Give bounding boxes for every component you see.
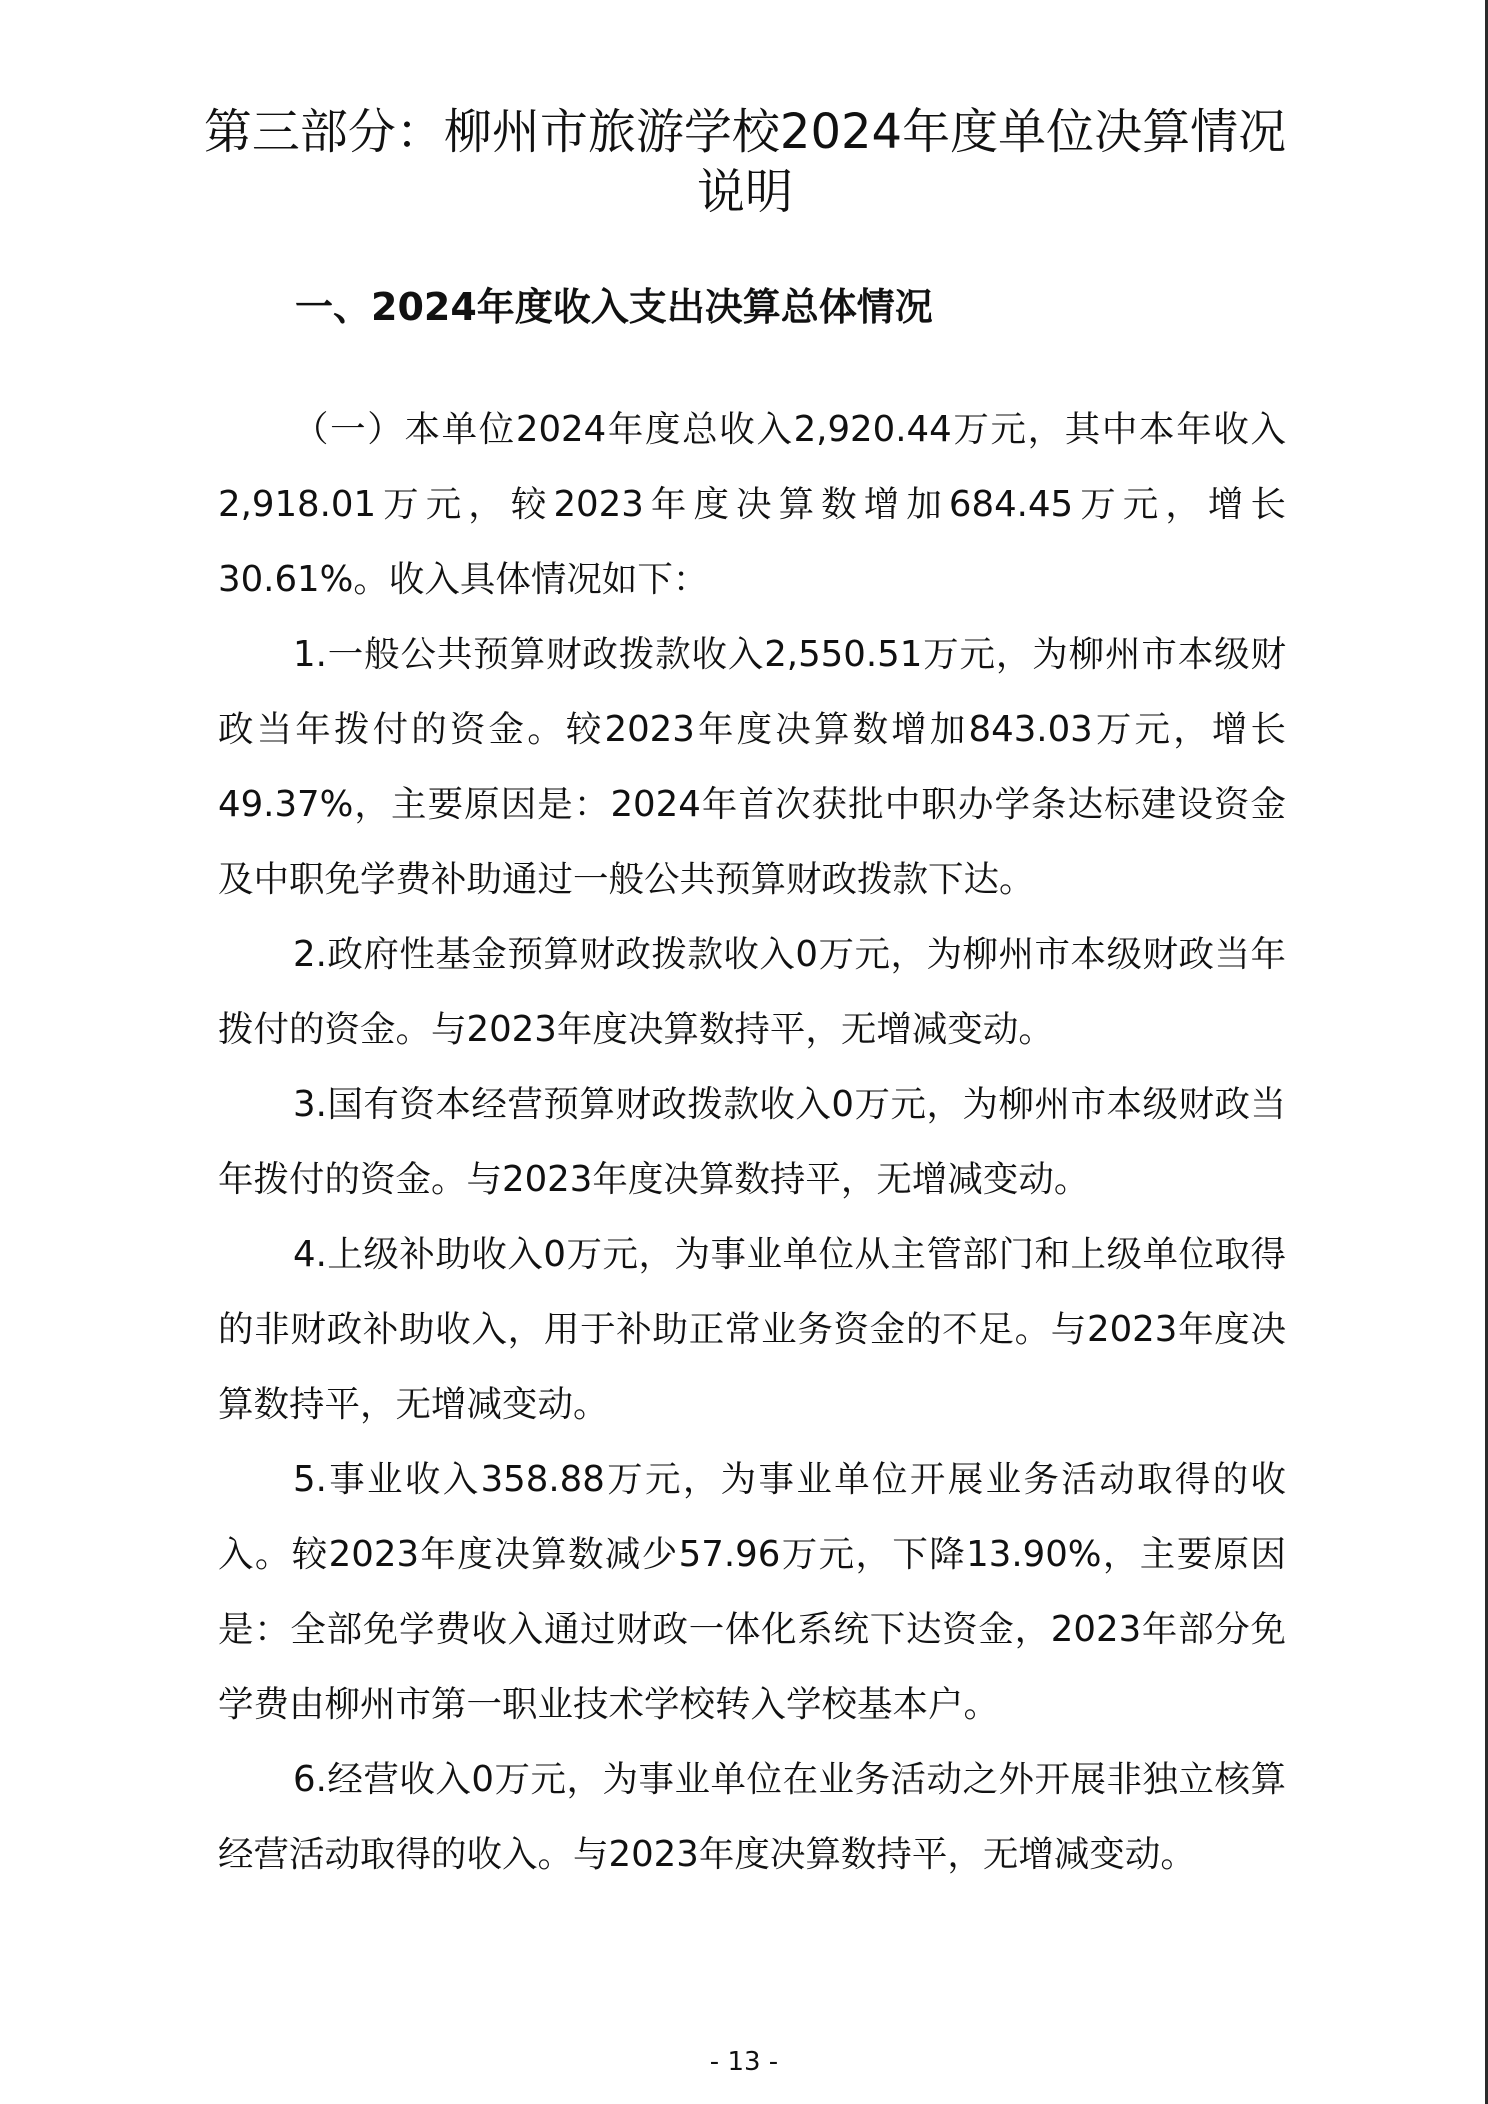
- document-title: 第三部分：柳州市旅游学校2024年度单位决算情况说明: [203, 104, 1287, 220]
- page-number: - 13 -: [709, 2047, 779, 2077]
- paragraph-state-capital: 3.国有资本经营预算财政拨款收入0万元，为柳州市本级财政当年拨付的资金。与2023年度决算数持平，无增减变动。: [218, 1084, 1286, 1200]
- paragraph-superior-subsidy: 4.上级补助收入0万元，为事业单位从主管部门和上级单位取得的非财政补助收入，用于补助正常业务资金的不足。与2023年度决算数持平，无增减变动。: [218, 1234, 1286, 1425]
- paragraph-operating-income: 6.经营收入0万元，为事业单位在业务活动之外开展非独立核算经营活动取得的收入。与2023年度决算数持平，无增减变动。: [218, 1759, 1286, 1875]
- paragraph-business-income: 5.事业收入358.88万元，为事业单位开展业务活动取得的收入。较2023年度决算数减少57.96万元，下降13.90%，主要原因是：全部免学费收入通过财政一体化系统下达资金，2023年部分免学费由柳州市第一职业技术学校转入学校基本户。: [218, 1459, 1286, 1725]
- document-body: [218, 392, 1286, 1892]
- paragraph-total-income: （一）本单位2024年度总收入2,920.44万元，其中本年收入2,918.01万元，较2023年度决算数增加684.45万元，增长30.61%。收入具体情况如下：: [218, 409, 1286, 600]
- paragraph-government-fund: 2.政府性基金预算财政拨款收入0万元，为柳州市本级财政当年拨付的资金。与2023年度决算数持平，无增减变动。: [218, 934, 1286, 1050]
- paragraph-general-budget: 1.一般公共预算财政拨款收入2,550.51万元，为柳州市本级财政当年拨付的资金。较2023年度决算数增加843.03万元，增长49.37%，主要原因是：2024年首次获批中职办学条达标建设资金及中职免学费补助通过一般公共预算财政拨款下达。: [218, 634, 1286, 900]
- section-heading: 一、2024年度收入支出决算总体情况: [295, 285, 933, 329]
